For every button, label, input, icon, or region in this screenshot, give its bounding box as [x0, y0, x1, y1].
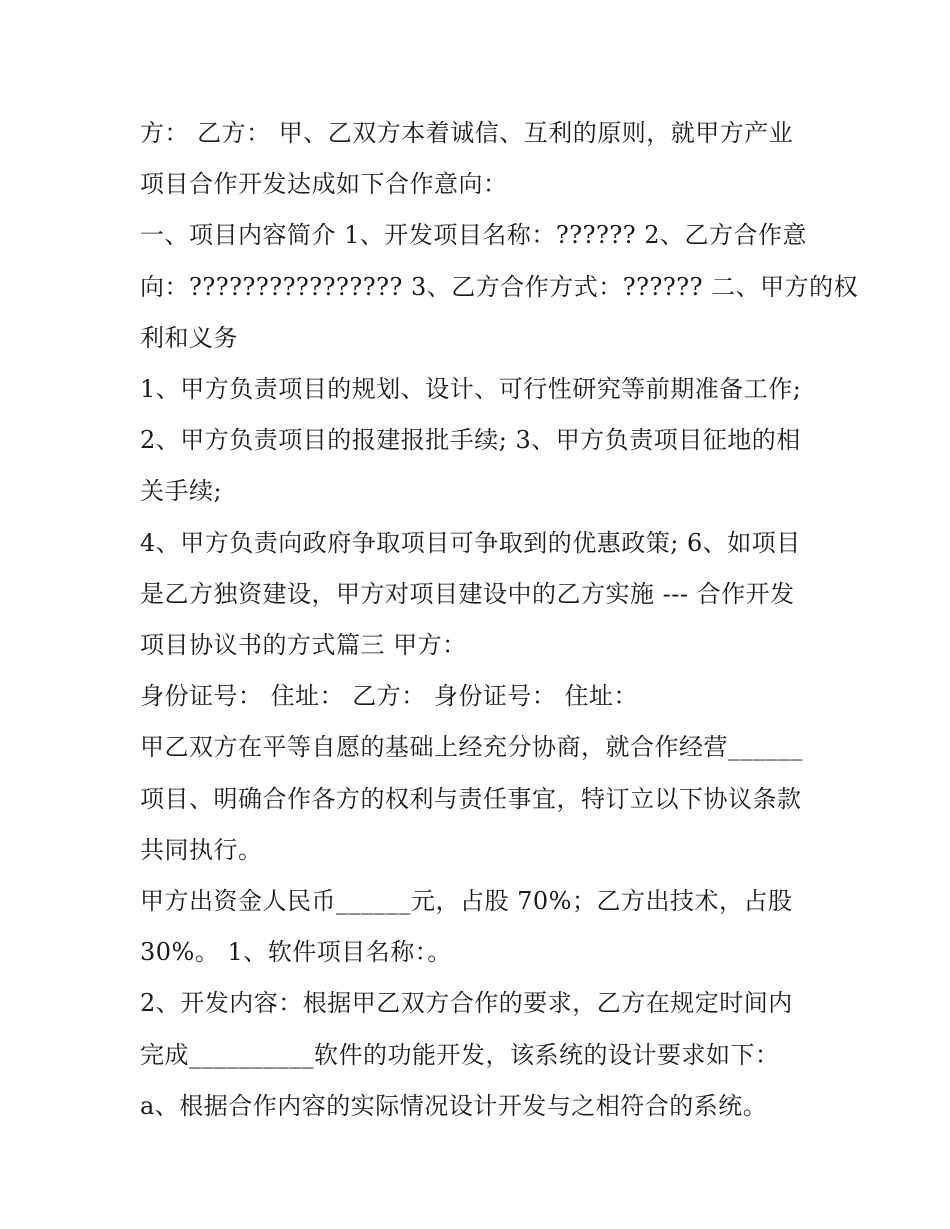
- text-line: 关手续;: [140, 477, 223, 506]
- text-line: 30%。 1、软件项目名称：。: [140, 938, 452, 967]
- text-line: 项目协议书的方式篇三 甲方：: [140, 631, 467, 660]
- text-line: 是乙方独资建设，甲方对项目建设中的乙方实施 --- 合作开发: [140, 579, 795, 608]
- text-line: 1、甲方负责项目的规划、设计、可行性研究等前期准备工作;: [140, 375, 802, 404]
- text-line: 利和义务: [140, 323, 238, 352]
- text-line: 2、甲方负责项目的报建报批手续; 3、甲方负责项目征地的相: [140, 426, 801, 455]
- text-line: 甲乙双方在平等自愿的基础上经充分协商，就合作经营______: [140, 733, 803, 762]
- text-line: 完成__________软件的功能开发，该系统的设计要求如下：: [140, 1040, 780, 1069]
- text-line: 一、项目内容简介 1、开发项目名称：?????? 2、乙方合作意: [140, 221, 807, 250]
- text-line: a、根据合作内容的实际情况设计开发与之相符合的系统。: [140, 1091, 768, 1120]
- text-line: 项目、明确合作各方的权利与责任事宜，特订立以下协议条款: [140, 784, 802, 813]
- text-line: 甲方出资金人民币______元，占股 70%；乙方出技术，占股: [140, 887, 793, 916]
- document-body: [140, 108, 859, 1132]
- text-line: 身份证号： 住址： 乙方： 身份证号： 住址：: [140, 682, 639, 711]
- text-line: 2、开发内容：根据甲乙双方合作的要求，乙方在规定时间内: [140, 989, 793, 1018]
- text-line: 项目合作开发达成如下合作意向：: [140, 170, 508, 199]
- text-line: 共同执行。: [140, 835, 263, 864]
- text-line: 向：???????????????? 3、乙方合作方式：?????? 二、甲方的权: [140, 272, 859, 301]
- text-line: 方： 乙方： 甲、乙双方本着诚信、互利的原则，就甲方产业: [140, 119, 794, 147]
- text-line: 4、甲方负责向政府争取项目可争取到的优惠政策; 6、如项目: [140, 528, 801, 557]
